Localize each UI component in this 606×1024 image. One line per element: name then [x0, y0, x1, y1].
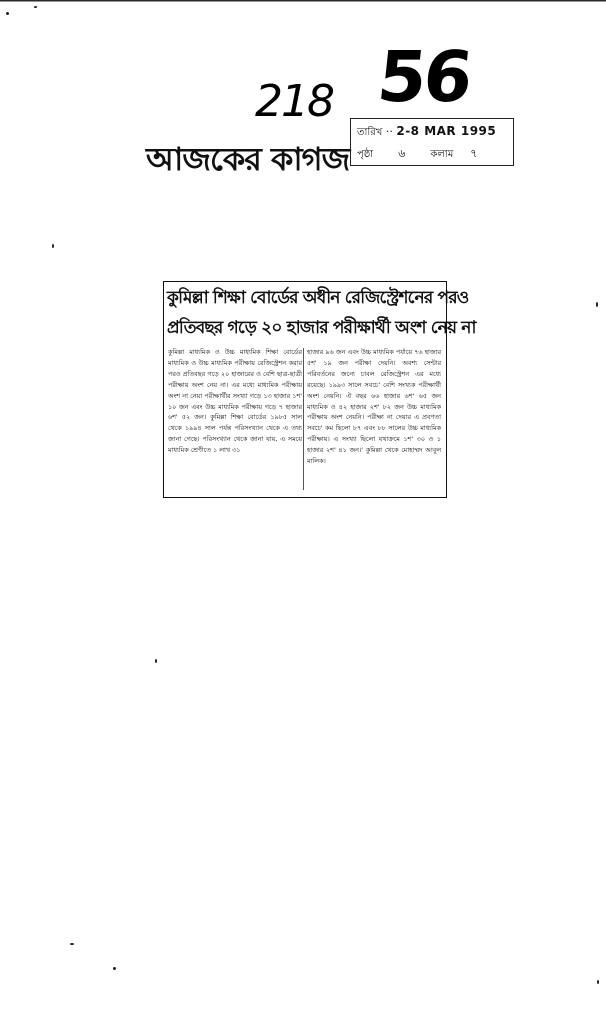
- article-headline-line2: প্রতিবছর গড়ে ২০ হাজার পরীক্ষার্থী অংশ নেয় না: [167, 318, 476, 338]
- archive-date-stamp: তারিখ ·· 2-8 MAR 1995 পৃষ্ঠা ৬ কলাম ৭: [350, 118, 514, 166]
- scan-speck: [6, 12, 9, 15]
- column-divider: [303, 348, 304, 490]
- scan-speck: [34, 6, 37, 8]
- article-headline-line1: কুমিল্লা শিক্ষা বোর্ডের অধীন রেজিস্ট্রেশনের পরও: [167, 288, 469, 308]
- scan-speck: [70, 943, 74, 945]
- stamp-column-value: ৭: [470, 147, 478, 160]
- scan-speck: [52, 244, 54, 248]
- newspaper-masthead: আজকের কাগজ: [146, 140, 350, 178]
- scan-speck: [596, 302, 598, 307]
- stamp-page-value: ৬: [398, 147, 406, 160]
- handwritten-note-large: 56: [373, 36, 474, 118]
- stamp-date: 2-8 MAR 1995: [396, 124, 497, 138]
- stamp-column-label: কলাম: [430, 149, 454, 160]
- scan-top-edge: [0, 0, 606, 6]
- handwritten-note-small: 218: [255, 76, 333, 127]
- scan-speck: [597, 980, 599, 984]
- article-column-2: হাজার ৯৬ জন এবং উচ্চ মাধ্যমিক পর্যায়ে ৭৬ হাজার ৫শ' ১৯ জন পরীক্ষা দেয়নি। অবশ্য সেন্টার পরিবর্তনের জন্যে চাবল রেজিস্ট্রেশন এর মধ্যে রয়েছে। ১৯৯৩ সালে সবচে' বেশি সংখ্যক পরীক্ষার্থী অংশ নেয়নি। ঐ বছর ৬৬ হাজার ৬শ' ৬৫ জন মাধ্যমিক ও ৪২ হাজার ২শ' ৮২ জন উচ্চ মাধ্যমিক পরীক্ষায় অংশ নেয়নি। পরীক্ষা না দেয়ার এ প্রবণতা সবচে' কম ছিলো ৮৭ এবং ৮৮ সালের উচ্চ মাধ্যমিক পরীক্ষায়। এ সংখ্যা ছিলো যথাক্রমে ১শ' ৩০ ও ১ হাজার ২শ' ৪১ জন।' কুমিল্লা থেকে মোহাম্মদ আবুল মালিক।: [307, 348, 441, 466]
- stamp-date-label: তারিখ: [357, 127, 383, 138]
- stamp-page-label: পৃষ্ঠা: [357, 149, 374, 160]
- scan-speck: [155, 659, 157, 663]
- scan-speck: [113, 967, 116, 970]
- newspaper-clipping: [163, 281, 476, 498]
- article-column-1: কুমিল্লা মাধ্যমিক ও উচ্চ মাধ্যমিক শিক্ষা বোর্ডের মাধ্যমিক ও উচ্চ মাধ্যমিক পরীক্ষায় রেজিস্ট্রেশন করার পরও প্রতিবছর গড়ে ২০ হাজারের ও বেশি ছাত্র-ছাত্রী পরীক্ষায় অংশ নেয় না। এর মধ্যে মাধ্যমিক পরীক্ষায় অংশ না নেয়া পরীক্ষার্থীর সংখ্যা গড়ে ১৩ হাজার ১শ' ১০ জন এবং উচ্চ মাধ্যমিক পরীক্ষায় গড়ে ৭ হাজার ৬শ' ৫২ জন। কুমিল্লা শিক্ষা বোর্ডের ১৯৮৫ সাল থেকে ১৯৯৪ সাল পর্যন্ত পরিসংখ্যান থেকে এ তথ্য জানা গেছে। পরিসংখ্যান থেকে জানা যায়, এ সময়ে মাধ্যমিক শ্রেণীতে ১ লাখ ৩১: [168, 348, 302, 455]
